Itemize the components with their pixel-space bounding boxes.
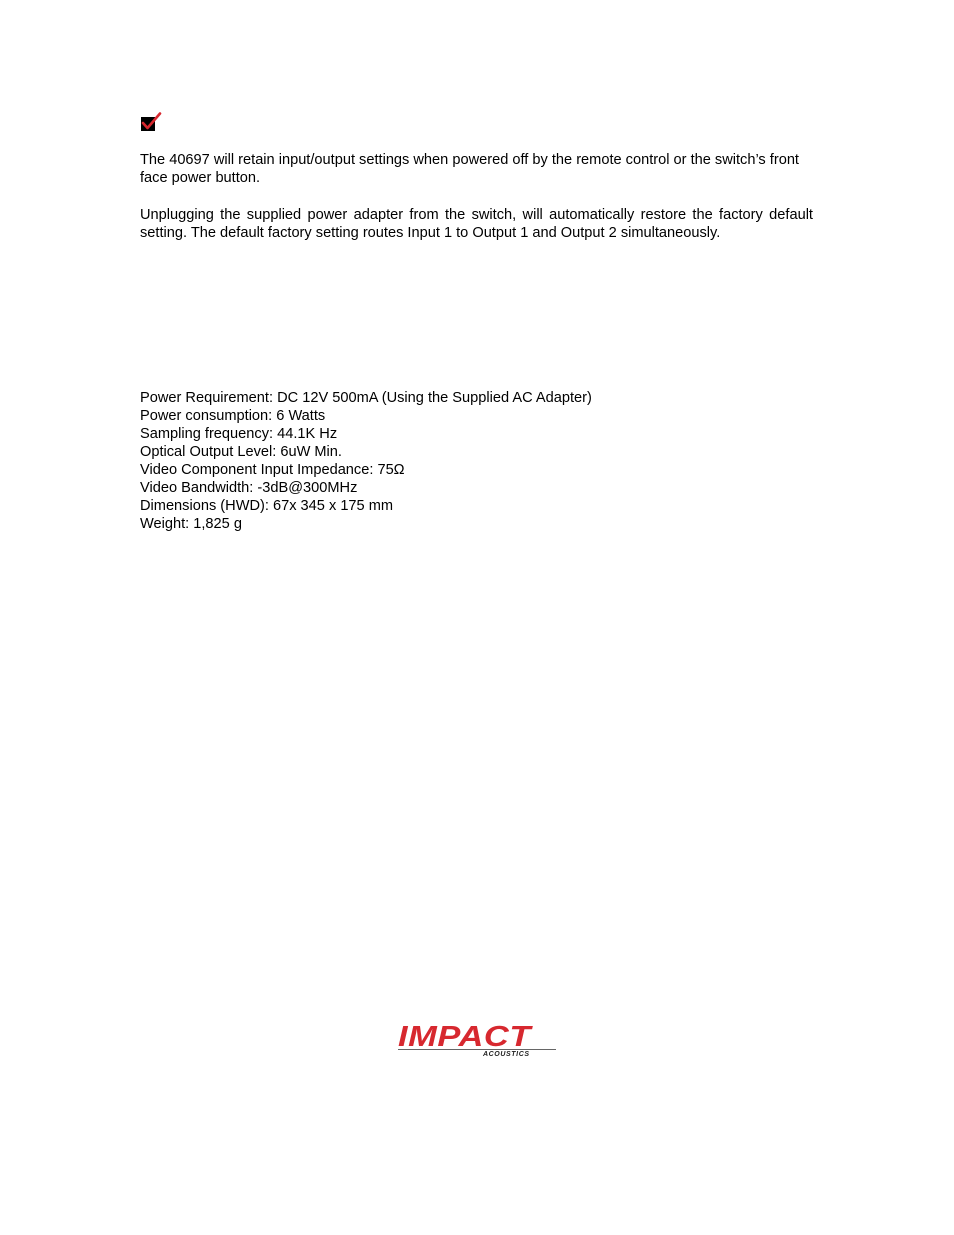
- note-paragraph-retain-settings: The 40697 will retain input/output settings when powered off by the remote control or the switch’s front face power button.: [140, 152, 799, 186]
- spec-optical-output-level: Optical Output Level: 6uW Min.: [140, 444, 342, 460]
- spec-sampling-frequency: Sampling frequency: 44.1K Hz: [140, 426, 338, 442]
- impact-acoustics-logo: [397, 1021, 559, 1057]
- note-paragraph-factory-default: Unplugging the supplied power adapter from the switch, will automatically restore the factory default setting. The default factory setting routes Input 1 to Output 1 and Output 2 simultaneously.: [140, 207, 813, 241]
- checkmark-box-icon: [140, 112, 162, 132]
- spec-weight: Weight: 1,825 g: [140, 516, 242, 532]
- spec-power-requirement: Power Requirement: DC 12V 500mA (Using the Supplied AC Adapter): [140, 390, 592, 406]
- logo-brand-text: IMPACT: [398, 1021, 534, 1053]
- logo-sub-text: ACOUSTICS: [483, 1051, 530, 1057]
- spec-video-bandwidth: Video Bandwidth: -3dB@300MHz: [140, 480, 358, 496]
- spec-power-consumption: Power consumption: 6 Watts: [140, 408, 326, 424]
- specifications-list: [140, 389, 592, 533]
- spec-video-input-impedance: Video Component Input Impedance: 75Ω: [140, 462, 405, 478]
- spec-dimensions: Dimensions (HWD): 67x 345 x 175 mm: [140, 498, 394, 514]
